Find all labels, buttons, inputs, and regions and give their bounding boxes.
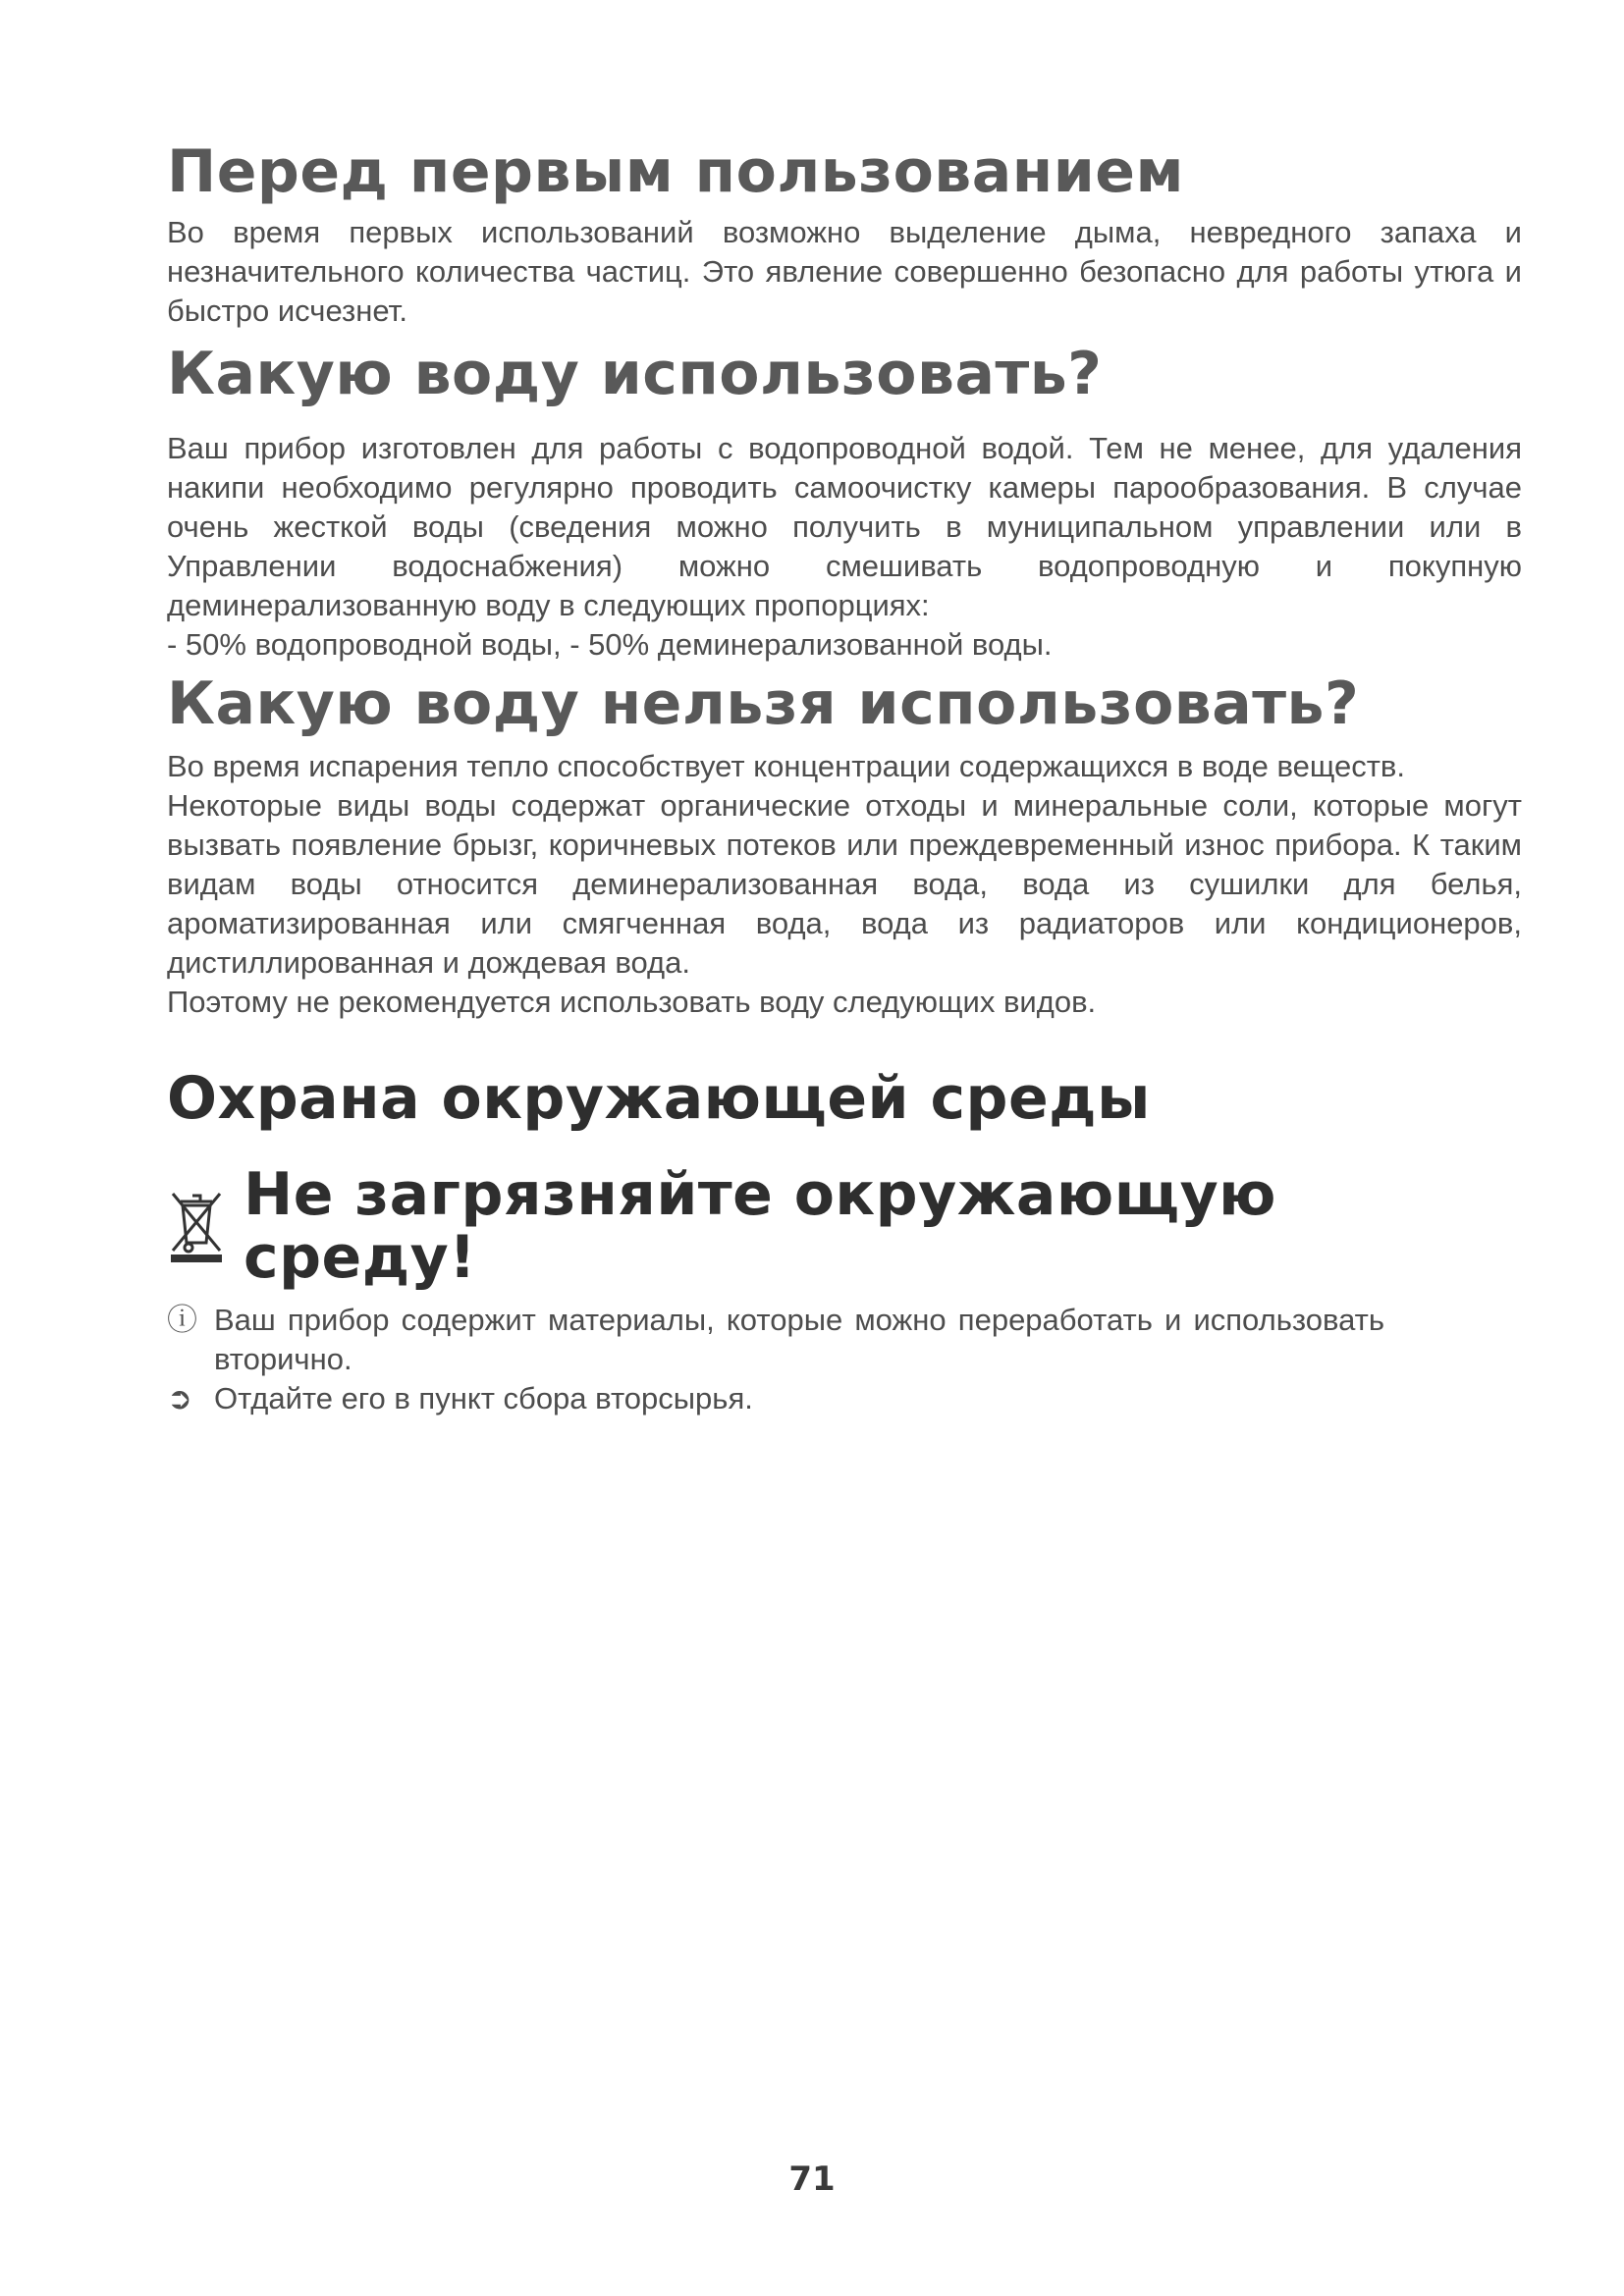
list-item — [167, 1301, 1384, 1379]
section-title-environment: Охрана окружающей среды — [167, 1064, 1151, 1133]
subtitle-pollution: Не загрязняйте окружающую среду! — [244, 1160, 1277, 1292]
bullet-list — [167, 1301, 1384, 1418]
crossed-out-wheelie-bin-icon — [167, 1188, 226, 1264]
section-title-forbidden-water: Какую воду нельзя использовать? — [167, 669, 1360, 738]
paragraph-first-use: Во время первых использований возможно выделение дыма, невредного запаха и незначительного количества частиц. Это явление совершенно безопасно для работы утюга и быстро исчезнет. — [167, 215, 1522, 328]
paragraph-water-types: Некоторые виды воды содержат органические отходы и минеральные соли, которые могут вызвать появление брызг, коричневых потеков или преждевременный износ прибора. К таким видам воды относится деминерализованная вода, вода из сушилки для белья, ароматизированная или смягченная вода, вода из радиаторов или кондиционеров, дистиллированная и дождевая вода. — [167, 788, 1522, 980]
section-environment — [167, 1064, 1522, 1418]
section-which-water — [167, 340, 1522, 665]
subtitle-row — [167, 1160, 1522, 1292]
paragraph-water-proportion: - 50% водопроводной воды, - 50% деминерализованной воды. — [167, 627, 1053, 662]
info-icon: ⓘ — [167, 1303, 197, 1337]
arrow-icon: ➲ — [167, 1381, 192, 1415]
section-first-use — [167, 137, 1522, 331]
bullet-text: Ваш прибор содержит материалы, которые можно переработать и использовать вторично. — [214, 1303, 1384, 1376]
section-title-which-water: Какую воду использовать? — [167, 340, 1103, 408]
list-item — [167, 1379, 1384, 1418]
paragraph-evaporation: Во время испарения тепло способствует концентрации содержащихся в воде веществ. — [167, 749, 1405, 783]
page-number: 71 — [788, 2160, 836, 2199]
document-page — [167, 0, 1522, 1418]
paragraph-not-recommended: Поэтому не рекомендуется использовать воду следующих видов. — [167, 985, 1097, 1019]
bullet-text: Отдайте его в пункт сбора вторсырья. — [214, 1381, 753, 1415]
section-title-first-use: Перед первым пользованием — [167, 137, 1184, 206]
paragraph-which-water: Ваш прибор изготовлен для работы с водопроводной водой. Тем не менее, для удаления накипи необходимо регулярно проводить самоочистку камеры парообразования. В случае очень жесткой воды (сведения можно получить в муниципальном управлении или в Управлении водоснабжения) можно смешивать водопроводную и покупную деминерализованную воду в следующих пропорциях: — [167, 431, 1522, 622]
section-forbidden-water — [167, 669, 1522, 1022]
